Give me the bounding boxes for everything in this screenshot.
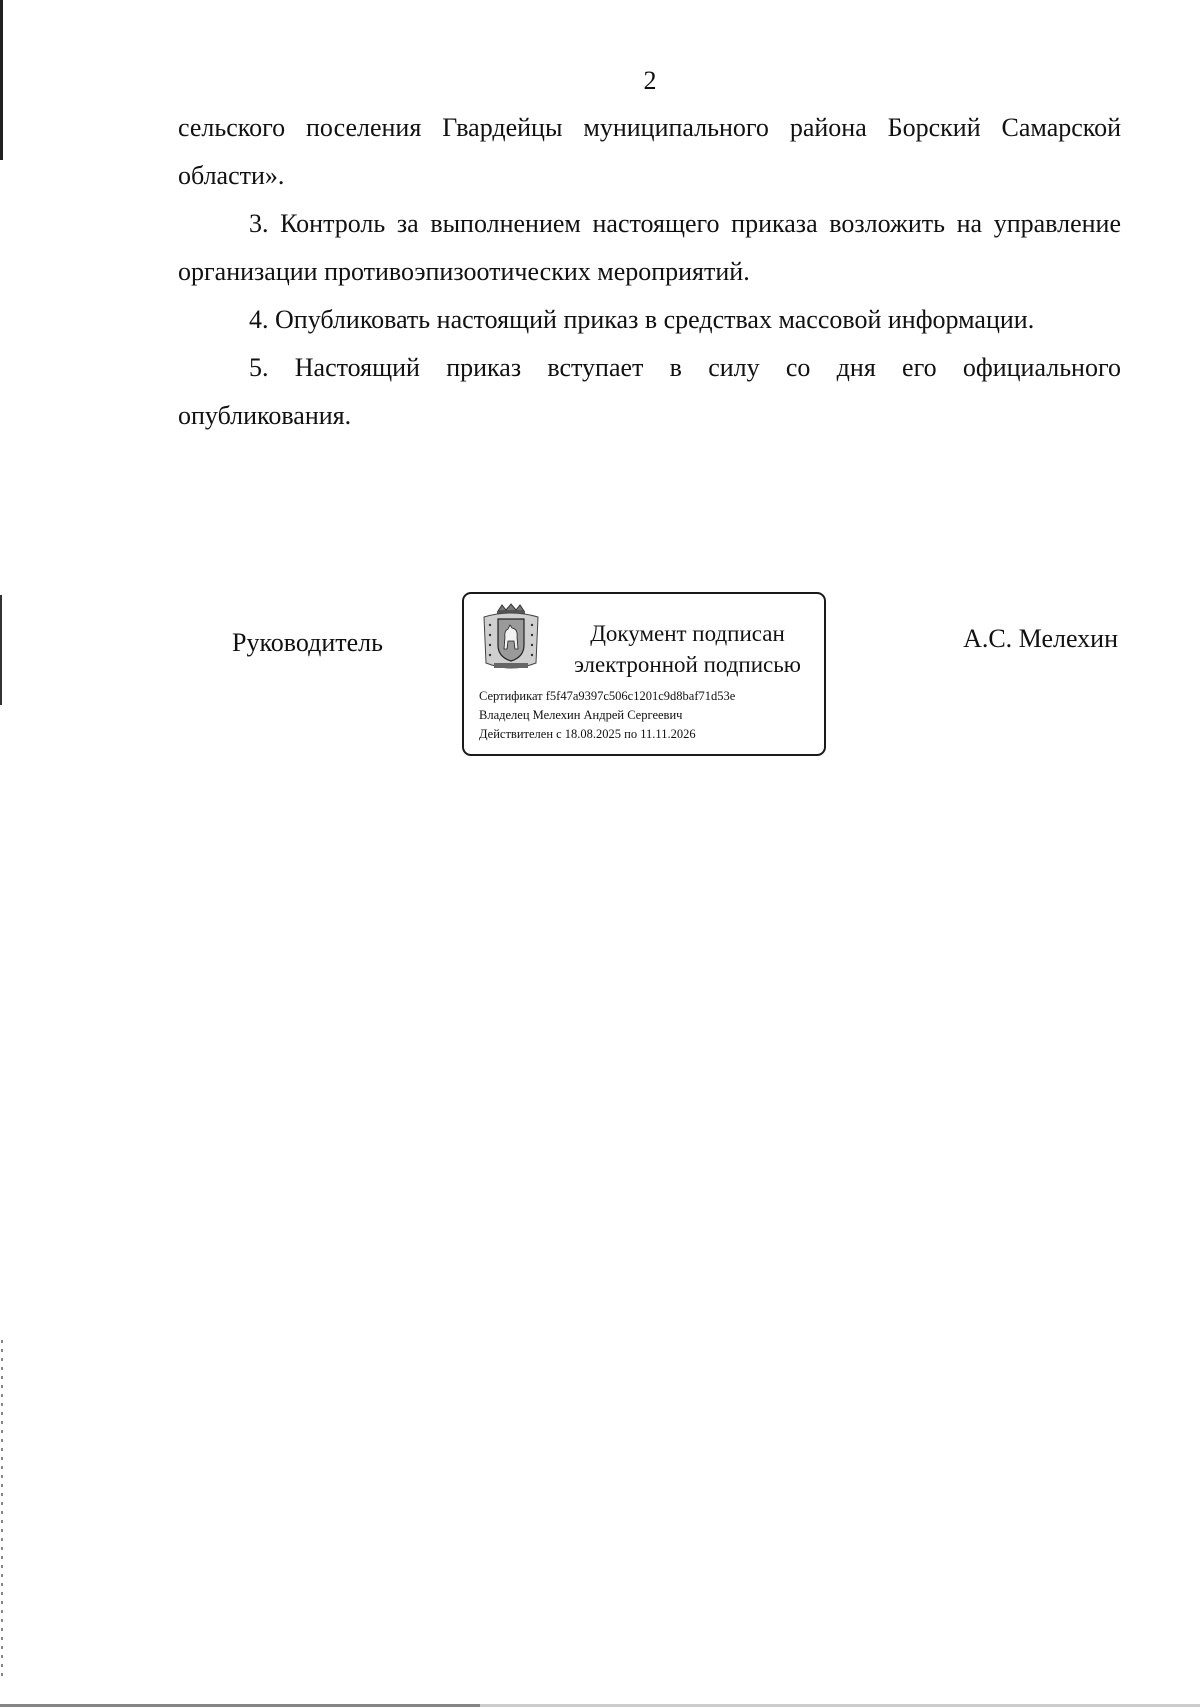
paragraph-continuation: сельского поселения Гвардейцы муниципального района Борский Самарской области». [178, 113, 1121, 190]
stamp-heading [559, 618, 816, 680]
stamp-owner: Владелец Мелехин Андрей Сергеевич [479, 708, 683, 722]
signer-name: А.С. Мелехин [963, 624, 1118, 653]
document-body [178, 104, 1121, 440]
paragraph-item-5: 5. Настоящий приказ вступает в силу со дня его официального опубликования. [178, 353, 1121, 430]
electronic-signature-stamp [462, 592, 826, 756]
paragraph-item-3: 3. Контроль за выполнением настоящего приказа возложить на управление организации противоэпизоотических мероприятий. [178, 209, 1121, 286]
signer-position: Руководитель [232, 628, 383, 657]
paragraph-item-4: 4. Опубликовать настоящий приказ в средствах массовой информации. [249, 305, 1035, 334]
stamp-validity: Действителен с 18.08.2025 по 11.11.2026 [479, 727, 696, 741]
samara-region-coat-of-arms-icon [480, 603, 542, 673]
stamp-details [479, 687, 735, 744]
page-number: 2 [643, 66, 657, 95]
scan-artifact-left-edge [1, 1340, 3, 1680]
stamp-heading-line: Документ подписан [590, 621, 785, 646]
stamp-heading-line: электронной подписью [574, 652, 801, 677]
stamp-certificate: Сертификат f5f47a9397c506c1201c9d8baf71d53e [479, 689, 736, 703]
signature-block [0, 590, 1200, 760]
